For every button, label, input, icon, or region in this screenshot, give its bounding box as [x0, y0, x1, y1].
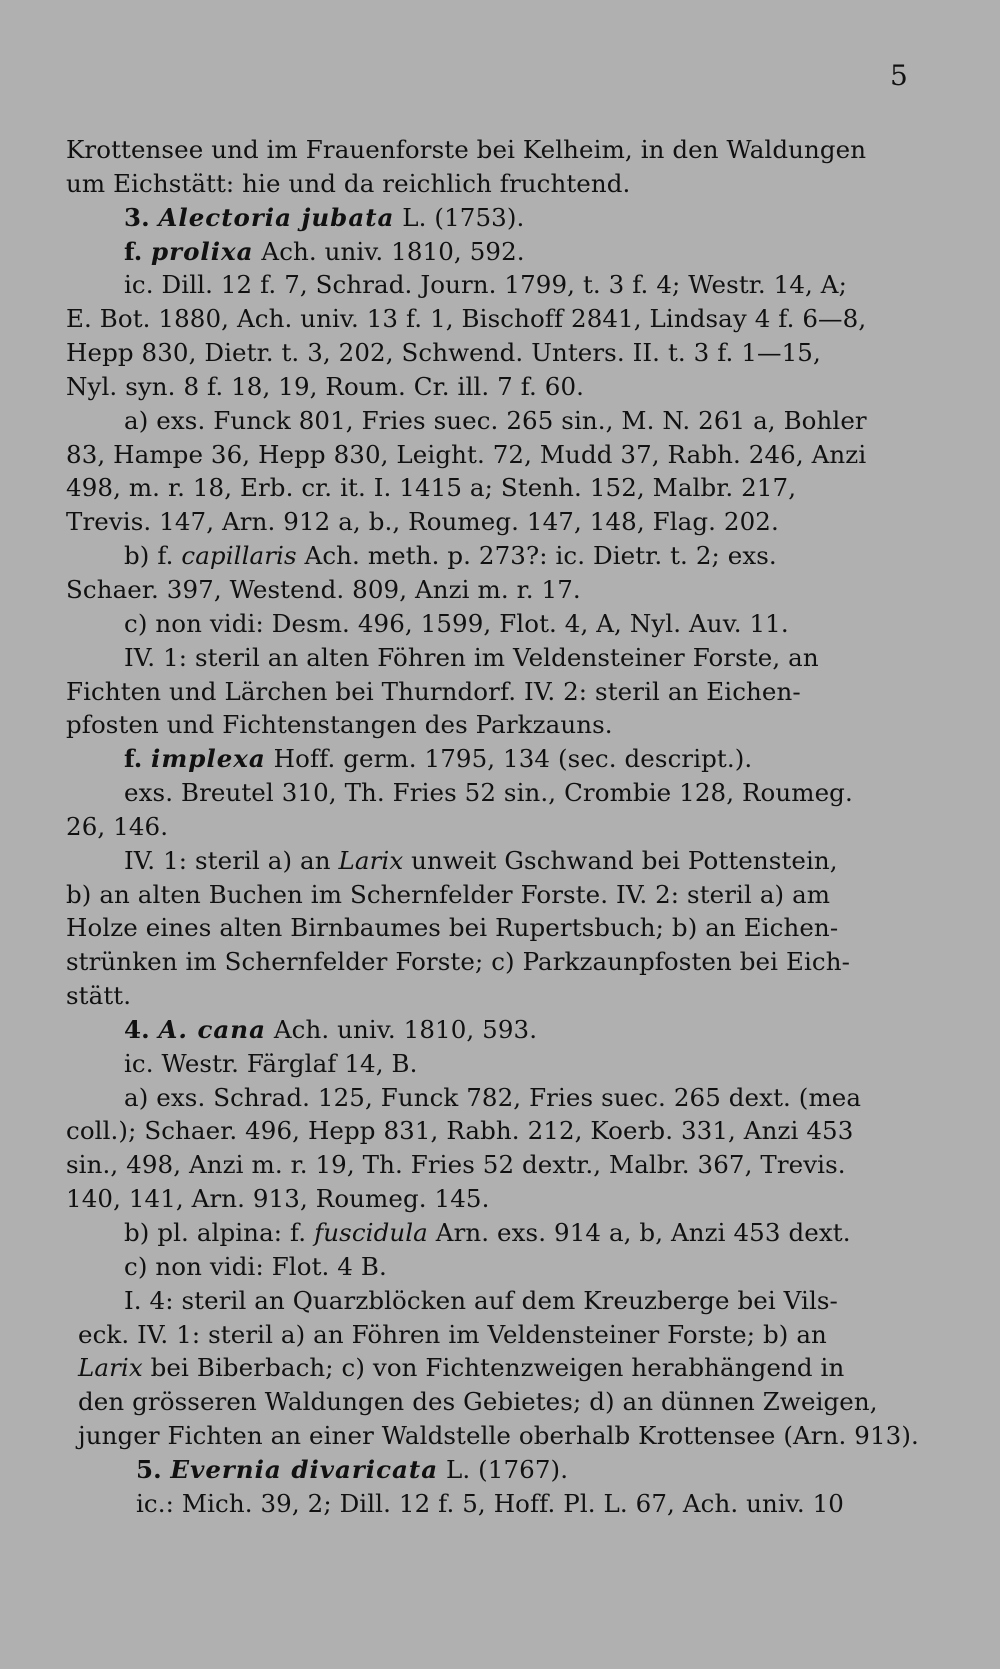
text-line [66, 573, 926, 607]
text-line [66, 1148, 926, 1182]
text-segment: b) f. [124, 541, 182, 571]
text-segment: um Eichstätt: hie und da reichlich fruchtend. [66, 168, 631, 198]
entry-number: f. [124, 236, 152, 266]
text-segment: IV. 1: steril a) an [124, 845, 339, 875]
text-line [66, 1453, 926, 1487]
text-line [66, 1182, 926, 1216]
text-segment: 498, m. r. 18, Erb. cr. it. I. 1415 a; Stenh. 152, Malbr. 217, [66, 473, 797, 503]
italic-text: Larix [338, 845, 404, 875]
text-line [66, 1114, 926, 1148]
italic-text: capillaris [181, 541, 297, 571]
text-line [66, 708, 926, 742]
text-line [66, 370, 926, 404]
text-line [66, 201, 926, 235]
entry-number: 5. [136, 1454, 171, 1484]
text-segment: a) exs. Schrad. 125, Funck 782, Fries suec. 265 dext. (mea [124, 1082, 862, 1112]
text-line [66, 505, 926, 539]
text-line [66, 1385, 926, 1419]
text-line [66, 268, 926, 302]
text-line [66, 1351, 926, 1385]
text-line [66, 1419, 926, 1453]
text-segment: pfosten und Fichtenstangen des Parkzauns. [66, 710, 613, 740]
text-line [66, 471, 926, 505]
text-line [66, 911, 926, 945]
text-segment: 140, 141, Arn. 913, Roumeg. 145. [66, 1184, 490, 1214]
text-line [66, 945, 926, 979]
text-line [66, 1250, 926, 1284]
text-line [66, 438, 926, 472]
text-segment: Schaer. 397, Westend. 809, Anzi m. r. 17. [66, 574, 581, 604]
taxon-name: Alectoria jubata [158, 202, 395, 232]
taxon-name: Evernia divaricata [170, 1454, 439, 1484]
text-line [66, 979, 926, 1013]
text-segment: a) exs. Funck 801, Fries suec. 265 sin., M. N. 261 a, Bohler [124, 405, 867, 435]
italic-text: fuscidula [314, 1218, 428, 1247]
text-line [66, 302, 926, 336]
text-segment: L. (1767). [438, 1454, 569, 1484]
text-segment: Fichten und Lärchen bei Thurndorf. IV. 2: steril an Eichen- [66, 676, 801, 706]
italic-text: Larix [78, 1353, 143, 1383]
text-line [66, 336, 926, 370]
text-segment: IV. 1: steril an alten Föhren im Veldensteiner Forste, an [124, 642, 819, 672]
text-line [66, 1318, 926, 1352]
text-segment: Hepp 830, Dietr. t. 3, 202, Schwend. Unters. II. t. 3 f. 1—15, [66, 338, 821, 368]
text-segment: Holze eines alten Birnbaumes bei Rupertsbuch; b) an Eichen- [66, 913, 839, 943]
text-segment: L. (1753). [394, 202, 525, 232]
text-segment: bei Biberbach; c) von Fichtenzweigen herabhängend in [142, 1353, 845, 1383]
text-segment: unweit Gschwand bei Pottenstein, [403, 845, 838, 875]
page-number: 5 [890, 59, 908, 92]
text-line [66, 404, 926, 438]
text-segment: 83, Hampe 36, Hepp 830, Leight. 72, Mudd 37, Rabh. 246, Anzi [66, 439, 867, 469]
text-segment: coll.); Schaer. 496, Hepp 831, Rabh. 212, Koerb. 331, Anzi 453 [66, 1116, 854, 1146]
text-segment: I. 4: steril an Quarzblöcken auf dem Kreuzberge bei Vils- [124, 1285, 838, 1315]
text-segment: strünken im Schernfelder Forste; c) Parkzaunpfosten bei Eich- [66, 947, 850, 977]
text-line [66, 810, 926, 844]
text-line [66, 607, 926, 641]
text-segment: den grösseren Waldungen des Gebietes; d) an dünnen Zweigen, [78, 1387, 878, 1417]
text-line [66, 776, 926, 810]
text-segment: c) non vidi: Desm. 496, 1599, Flot. 4, A, Nyl. Auv. 11. [124, 608, 789, 638]
text-segment: E. Bot. 1880, Ach. univ. 13 f. 1, Bischoff 2841, Lindsay 4 f. 6—8, [66, 304, 867, 334]
text-segment: eck. IV. 1: steril a) an Föhren im Veldensteiner Forste; b) an [78, 1319, 827, 1349]
text-line [66, 1047, 926, 1081]
text-segment: exs. Breutel 310, Th. Fries 52 sin., Crombie 128, Roumeg. [124, 778, 853, 808]
text-segment: Hoff. germ. 1795, 134 (sec. descript.). [265, 744, 753, 774]
text-segment: Nyl. syn. 8 f. 18, 19, Roum. Cr. ill. 7 f. 60. [66, 371, 585, 401]
text-line [66, 1487, 926, 1521]
text-segment: ic.: Mich. 39, 2; Dill. 12 f. 5, Hoff. Pl. L. 67, Ach. univ. 10 [136, 1488, 844, 1518]
entry-number: 4. [124, 1014, 159, 1044]
text-segment: junger Fichten an einer Waldstelle oberhalb Krottensee (Arn. 913). [78, 1421, 919, 1451]
text-line [66, 641, 926, 675]
text-line [66, 167, 926, 201]
text-line [66, 1284, 926, 1318]
text-line [66, 675, 926, 709]
text-segment: b) pl. alpina: f. [124, 1218, 315, 1247]
text-segment: Ach. univ. 1810, 592. [253, 236, 525, 266]
text-line [66, 235, 926, 269]
text-segment: stätt. [66, 981, 132, 1011]
taxon-name: prolixa [151, 236, 254, 266]
text-segment: c) non vidi: Flot. 4 B. [124, 1251, 387, 1281]
text-line [66, 133, 926, 167]
text-segment: Trevis. 147, Arn. 912 a, b., Roumeg. 147, 148, Flag. 202. [66, 507, 779, 537]
text-segment: b) an alten Buchen im Schernfelder Forste. IV. 2: steril a) am [66, 879, 831, 909]
text-segment: ic. Dill. 12 f. 7, Schrad. Journ. 1799, t. 3 f. 4; Westr. 14, A; [124, 270, 847, 300]
taxon-name: implexa [151, 744, 266, 774]
entry-number: 3. [124, 202, 159, 232]
text-segment: 26, 146. [66, 811, 169, 841]
text-line [66, 1216, 926, 1250]
text-segment: ic. Westr. Färglaf 14, B. [124, 1048, 418, 1078]
text-segment: Krottensee und im Frauenforste bei Kelheim, in den Waldungen [66, 135, 867, 164]
text-segment: Ach. meth. p. 273?: ic. Dietr. t. 2; exs. [296, 541, 777, 571]
text-segment: Arn. exs. 914 a, b, Anzi 453 dext. [427, 1218, 851, 1247]
body-text [66, 133, 926, 1521]
text-line [66, 742, 926, 776]
text-segment: sin., 498, Anzi m. r. 19, Th. Fries 52 dextr., Malbr. 367, Trevis. [66, 1150, 846, 1180]
text-segment: Ach. univ. 1810, 593. [265, 1014, 538, 1044]
text-line [66, 844, 926, 878]
text-line [66, 1013, 926, 1047]
text-line [66, 1081, 926, 1115]
text-line [66, 539, 926, 573]
taxon-name: A. cana [158, 1014, 266, 1044]
entry-number: f. [124, 744, 152, 774]
text-line [66, 878, 926, 912]
